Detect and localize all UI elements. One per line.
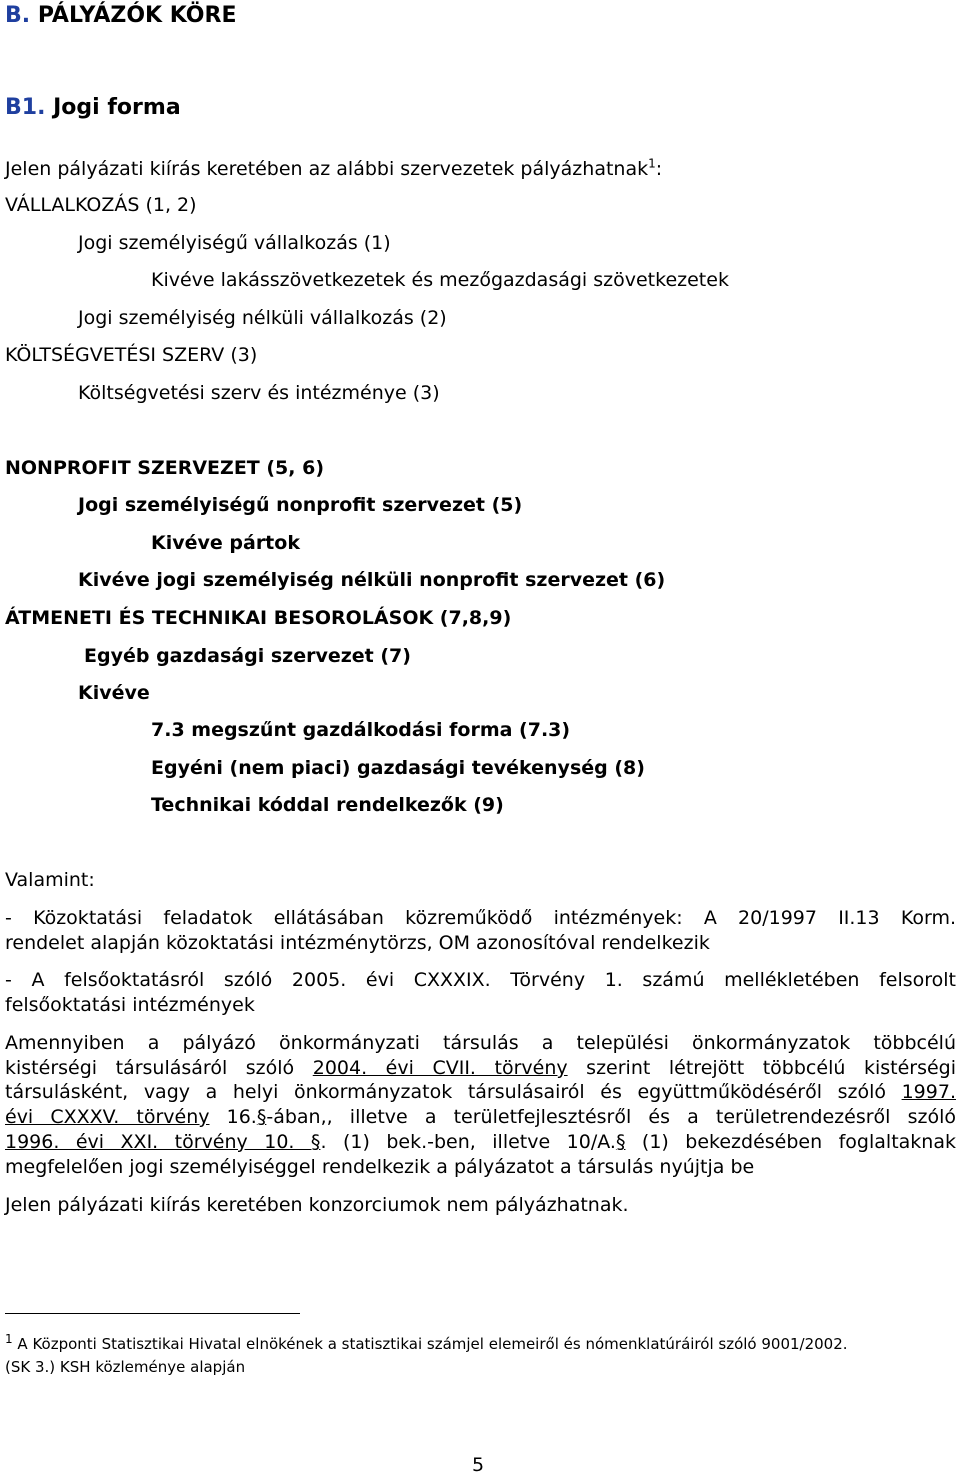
page-number: 5 (472, 1454, 485, 1476)
paragraph-felsooktatas-line2: felsőoktatási intézmények (5, 994, 255, 1016)
text-run: (1) bekezdésében foglaltaknak (625, 1131, 956, 1153)
section-link[interactable]: § (256, 1106, 267, 1128)
paragraph-kozoktatas-line1: - Közoktatási feladatok ellátásában közreműködő intézmények: A 20/1997 II.13 Korm. (5, 907, 956, 929)
footnote-separator (5, 1313, 300, 1314)
category-nonprofit: NONPROFIT SZERVEZET (5, 6) (5, 457, 325, 479)
tree-item: 7.3 megszűnt gazdálkodási forma (7.3) (151, 719, 571, 741)
law-link-2004[interactable]: 2004. évi CVII. törvény (312, 1057, 568, 1079)
tree-item: Költségvetési szerv és intézménye (3) (78, 382, 440, 404)
section-link[interactable]: § (615, 1131, 626, 1153)
tree-item: Kivéve jogi személyiség nélküli nonprofit szervezet (6) (78, 569, 666, 591)
intro-body: Jelen pályázati kiírás keretében az alábbi szervezetek pályázhatnak (5, 158, 649, 180)
tree-item: Kivéve pártok (151, 532, 300, 554)
valamint-label: Valamint: (5, 869, 95, 891)
paragraph-tarsulas-line3 (5, 1080, 956, 1105)
text-run: szerint létrejött többcélú kistérségi (567, 1057, 956, 1079)
footnote-line1 (5, 1333, 848, 1355)
footnote-number: 1 (5, 1332, 13, 1346)
tree-item: Jogi személyiségű nonprofit szervezet (5) (78, 494, 523, 516)
text-run: . (1) bek.-ben, illetve 10/A. (320, 1131, 616, 1153)
footnote-line2: (SK 3.) KSH közleménye alapján (5, 1358, 246, 1376)
footnote-text: A Központi Statisztikai Hivatal elnökének a statisztikai számjel elemeiről és nómenklatúráiról szóló 9001/2002. (12, 1335, 848, 1353)
paragraph-tarsulas-line4 (5, 1105, 956, 1130)
subsection-heading (5, 96, 181, 120)
paragraph-felsooktatas-line1: - A felsőoktatásról szóló 2005. évi CXXXIX. Törvény 1. számú mellékletében felsorolt (5, 969, 956, 991)
intro-text (5, 157, 662, 181)
category-koltsegvetesi: KÖLTSÉGVETÉSI SZERV (3) (5, 344, 258, 366)
category-vallalkozas: VÁLLALKOZÁS (1, 2) (5, 194, 197, 216)
tree-item: Egyéb gazdasági szervezet (7) (84, 645, 411, 667)
intro-suffix: : (655, 158, 663, 180)
tree-item: Kivéve (78, 682, 150, 704)
tree-item: Technikai kóddal rendelkezők (9) (151, 794, 504, 816)
text-run: társulásként, vagy a helyi önkormányzatok társulásairól és együttműködéséről szóló (5, 1081, 902, 1103)
law-link-1997-cont[interactable]: évi CXXXV. törvény (5, 1106, 210, 1128)
paragraph-tarsulas-line5 (5, 1130, 956, 1155)
tree-item: Jogi személyiség nélküli vállalkozás (2) (78, 307, 447, 329)
section-heading (5, 4, 236, 28)
text-run: kistérségi társulásáról szóló (5, 1057, 313, 1079)
footnote-ref[interactable]: 1 (648, 156, 656, 171)
paragraph-konzorcium: Jelen pályázati kiírás keretében konzorciumok nem pályázhatnak. (5, 1194, 629, 1216)
section-title: PÁLYÁZÓK KÖRE (37, 3, 237, 28)
paragraph-tarsulas-line6: megfelelően jogi személyiséggel rendelkezik a pályázatot a társulás nyújtja be (5, 1156, 755, 1178)
subsection-label: B1. (5, 95, 46, 120)
paragraph-kozoktatas-line2: rendelet alapján közoktatási intézménytörzs, OM azonosítóval rendelkezik (5, 932, 710, 954)
text-run: -ában,, illetve a területfejlesztésről és a területrendezésről szóló (266, 1106, 956, 1128)
tree-item: Jogi személyiségű vállalkozás (1) (78, 232, 391, 254)
paragraph-tarsulas-line2 (5, 1056, 956, 1081)
law-link-1997[interactable]: 1997. (901, 1081, 956, 1103)
tree-item: Egyéni (nem piaci) gazdasági tevékenység (8) (151, 757, 645, 779)
text-run: 16. (209, 1106, 257, 1128)
paragraph-tarsulas-line1: Amennyiben a pályázó önkormányzati társulás a települési önkormányzatok többcélú (5, 1032, 956, 1054)
subsection-title: Jogi forma (53, 95, 181, 120)
tree-item: Kivéve lakásszövetkezetek és mezőgazdasági szövetkezetek (151, 269, 729, 291)
category-atmeneti: ÁTMENETI ÉS TECHNIKAI BESOROLÁSOK (7,8,9) (5, 607, 512, 629)
law-link-1996[interactable]: 1996. évi XXI. törvény 10. § (5, 1131, 321, 1153)
section-label: B. (5, 3, 31, 28)
